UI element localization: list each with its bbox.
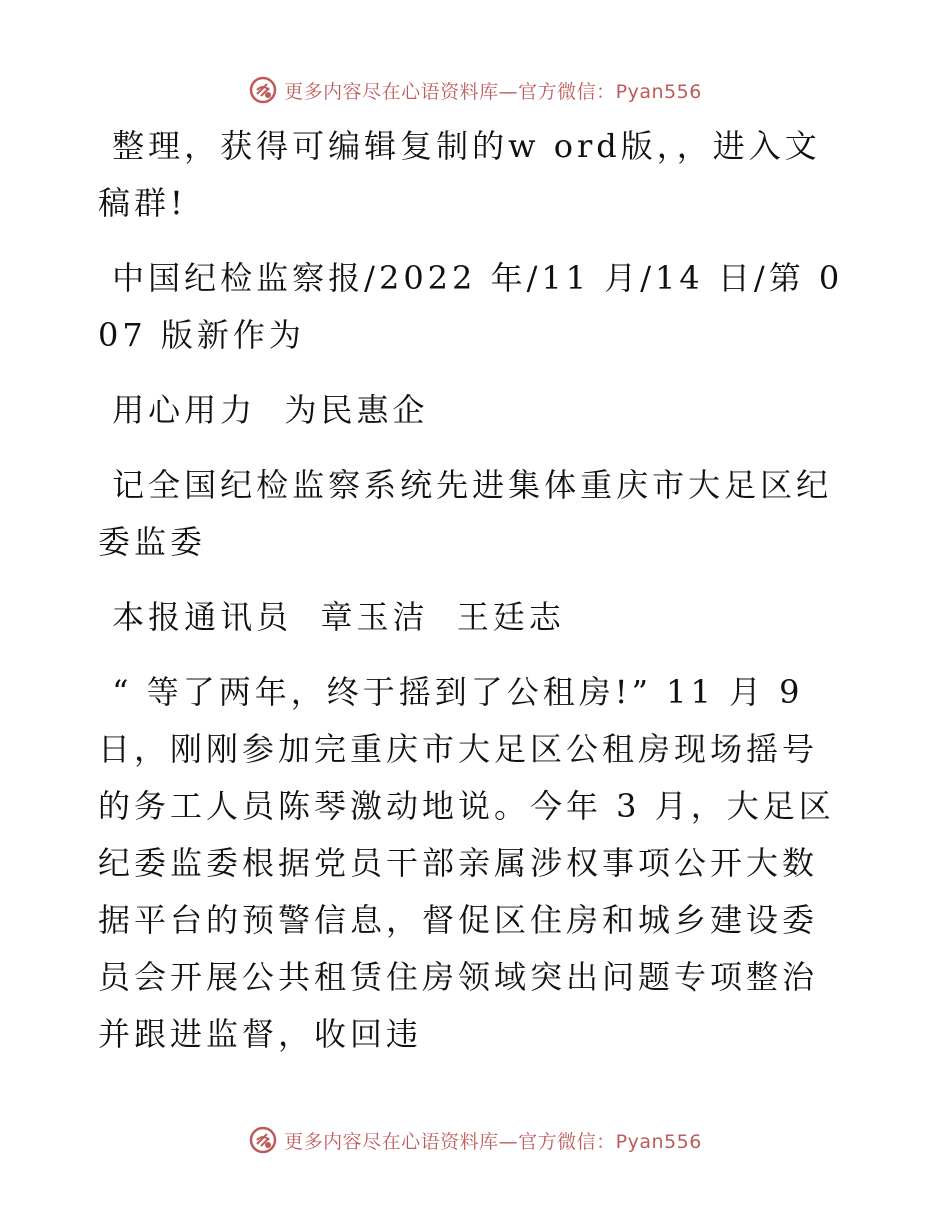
source-line: 中国纪检监察报/2022 年/11 月/14 日/第 007 版新作为 (98, 259, 844, 354)
article-body-paragraph: “ 等了两年，终于摇到了公租房!” 11 月 9 日，刚刚参加完重庆市大足区公租房现场摇号的务工人员陈琴激动地说。今年 3 月，大足区纪委监委根据党员干部亲属涉权事项公开大数据平台的预警信息，督促区住房和城乡建设委员会开展公共租赁住房领域突出问题专项整治并跟进监督，收回违 (98, 673, 835, 1053)
article-subheadline: 记全国纪检监察系统先进集体重庆市大足区纪委监委 (98, 466, 833, 561)
intro-paragraph: 整理，获得可编辑复制的w ord版，，进入文稿群! (98, 127, 821, 222)
article-byline: 本报通讯员 章玉洁 王廷志 (98, 598, 565, 636)
seal-logo-icon (248, 1125, 278, 1155)
watermark-text: 更多内容尽在心语资料库—官方微信：Pyan556 (284, 1130, 702, 1153)
article-headline: 用心用力 为民惠企 (98, 391, 429, 429)
footer-watermark (0, 1122, 950, 1158)
seal-logo-icon (248, 75, 278, 105)
watermark-text: 更多内容尽在心语资料库—官方微信：Pyan556 (284, 80, 702, 103)
document-body (98, 118, 850, 1063)
header-watermark (0, 72, 950, 108)
